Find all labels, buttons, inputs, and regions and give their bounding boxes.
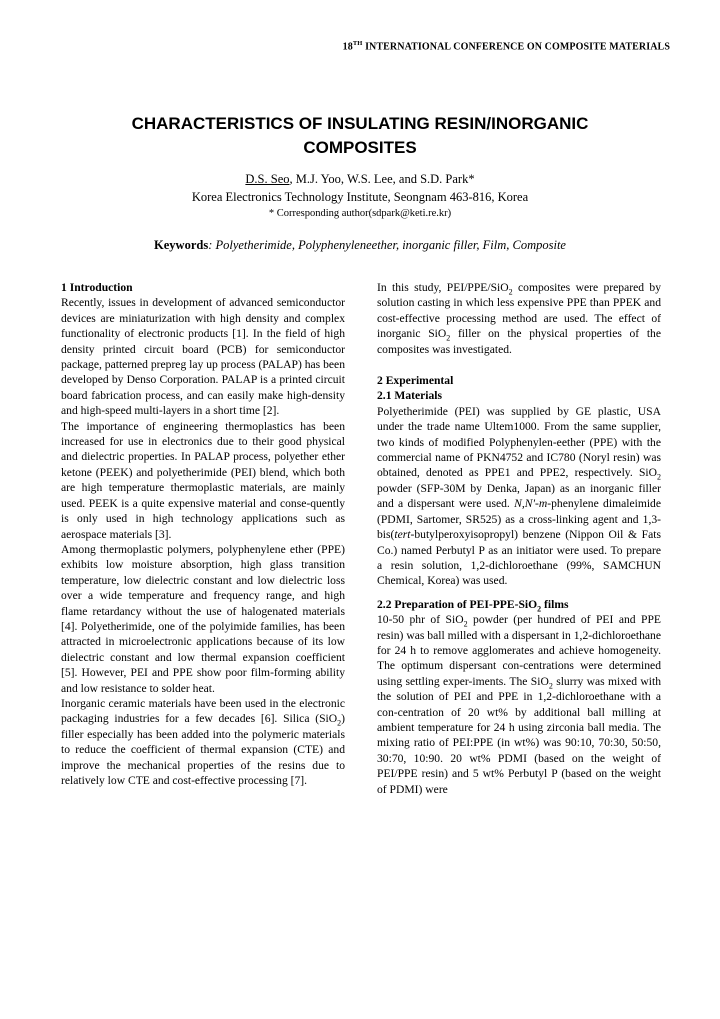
intro-paragraph-4: Inorganic ceramic materials have been used in the electronic packaging industries for a few decades [6]. Silica (SiO$_2$) filler especially has been added into the polymeric materials to reduce the coefficient of thermal expansion (CTE) and improve the mechanical properties of the resins due to relatively low CTE and cost-effective processing [7]. [61,696,345,787]
intro-paragraph-5: In this study, PEI/PPE/SiO$_2$ composites were prepared by solution casting in which less expensive PPE than PPEK and cost-effective processing method are used. The effect of inorganic SiO$_2$ filler on the physical properties of the composites was investigated. [377,281,661,356]
intro-paragraph-3: Among thermoplastic polymers, polyphenylene ether (PPE) exhibits low moisture absorption, high glass transition temperature, low dielectric constant and low dielectric loss over a wide temperature and frequency range, and high flame retardancy without the use of halogenated materials [4]. Polyetherimide, one of the polyimide families, has been attracted in microelectronic applications because of its low dielectric constant and low thermal expansion coefficient [5]. However, PEI and PPE show poor film-forming ability and low resistance to solder heat. [61,542,345,695]
keywords-list: : Polyetherimide, Polyphenyleneether, inorganic filler, Film, Composite [208,238,566,252]
conference-name: INTERNATIONAL CONFERENCE ON COMPOSITE MATERIALS [362,41,670,53]
preparation-paragraph: 10-50 phr of SiO$_2$ powder (per hundred of PEI and PPE resin) was ball milled with a dispersant in 1,2-dichloroethane for 24 h to remove agglomerates and achieve homogeneity. The optimum dispersant con-centrations were determined using settling exper-iments. The SiO$_2$ slurry was mixed with the solution of PEI and PPE in 1,2-dichloroethane with a con-centration of 20 wt% by additional ball milling at ambient temperature for 24 h using zirconia ball media. The mixing ratio of PEI:PPE (in wt%) was 90:10, 70:30, 50:50, 30:70, 10:90. 20 wt% PDMI (based on the weight of PEI/PPE resin) and 5 wt% Perbutyl P (based on the weight of PDMI) were [377,613,662,796]
conference-header [200,40,670,52]
section-heading-introduction: 1 Introduction [61,281,133,294]
left-column [61,280,345,788]
conference-number: 18 [342,41,353,53]
section-spacer [377,357,661,373]
corresponding-author: * Corresponding author(sdpark@keti.re.kr) [268,208,452,219]
subsection-heading-preparation: 2.2 Preparation of PEI-PPE-SiO$_2$ films [377,597,569,614]
keywords-label: Keywords [154,238,209,252]
intro-paragraph-2: The importance of engineering thermoplastics has been increased for use in electronics due to their good physical and dielectric properties. In PALAP process, polyether ether ketone (PEEK) and polyetherimide (PEI) blend, which both are high temperature thermoplastic materials, are mainly used. PEEK is a quite expensive material and conse-quently is only used in high technology applications such as aerospace materials [3]. [61,419,345,541]
conference-number-suffix: TH [352,40,363,47]
keywords [60,238,660,253]
title-line-2: COMPOSITES [303,138,417,157]
author-list [60,172,660,187]
subsection-heading-materials: 2.1 Materials [377,389,443,403]
title-line-1: CHARACTERISTICS OF INSULATING RESIN/INORGANIC [131,114,589,133]
subsection-spacer [377,589,661,597]
right-column [377,280,661,797]
section-heading-experimental: 2 Experimental [377,374,454,388]
materials-paragraph: Polyetherimide (PEI) was supplied by GE plastic, USA under the trade name Ultem1000. From the same supplier, two kinds of modified Polyphenylen-eether (PPE) with the commercial name of PKN4752 and IC780 (Noryl resin) was obtained, denoted as PPE1 and PPE2, respectively. SiO$_2$ powder (SFP-30M by Denka, Japan) as an inorganic filler and a dispersant were used. N,N'-m-phenylene dimaleimide (PDMI, Sartomer, SR525) as a cross-linking agent and 1,3-bis(tert-butylperoxyisopropyl) benzene (Nippon Oil & Fats Co.) named Perbutyl P as an initiator were used. To prepare a resin solution, 1,2-dichloroethane (99%, SAMCHUN Chemical, Korea) was used. [377,404,662,588]
paper-title [60,112,660,160]
co-authors: , M.J. Yoo, W.S. Lee, and S.D. Park* [289,172,475,186]
affiliation: Korea Electronics Technology Institute, Seongnam 463-816, Korea [191,190,529,204]
intro-paragraph-1: Recently, issues in development of advanced semiconductor devices are miniaturization with high density and complex functionality of electronic products [1]. In the field of high density printed circuit board (PCB) for semiconductor package, patterned prepreg lay up process (PALAP) has been developed by Denso Corporation. PALAP is a printed circuit board fabrication process, and can easily make high-density and high-speed multi-layers in a short time [2]. [61,296,345,418]
presenting-author: D.S. Seo [245,172,290,186]
